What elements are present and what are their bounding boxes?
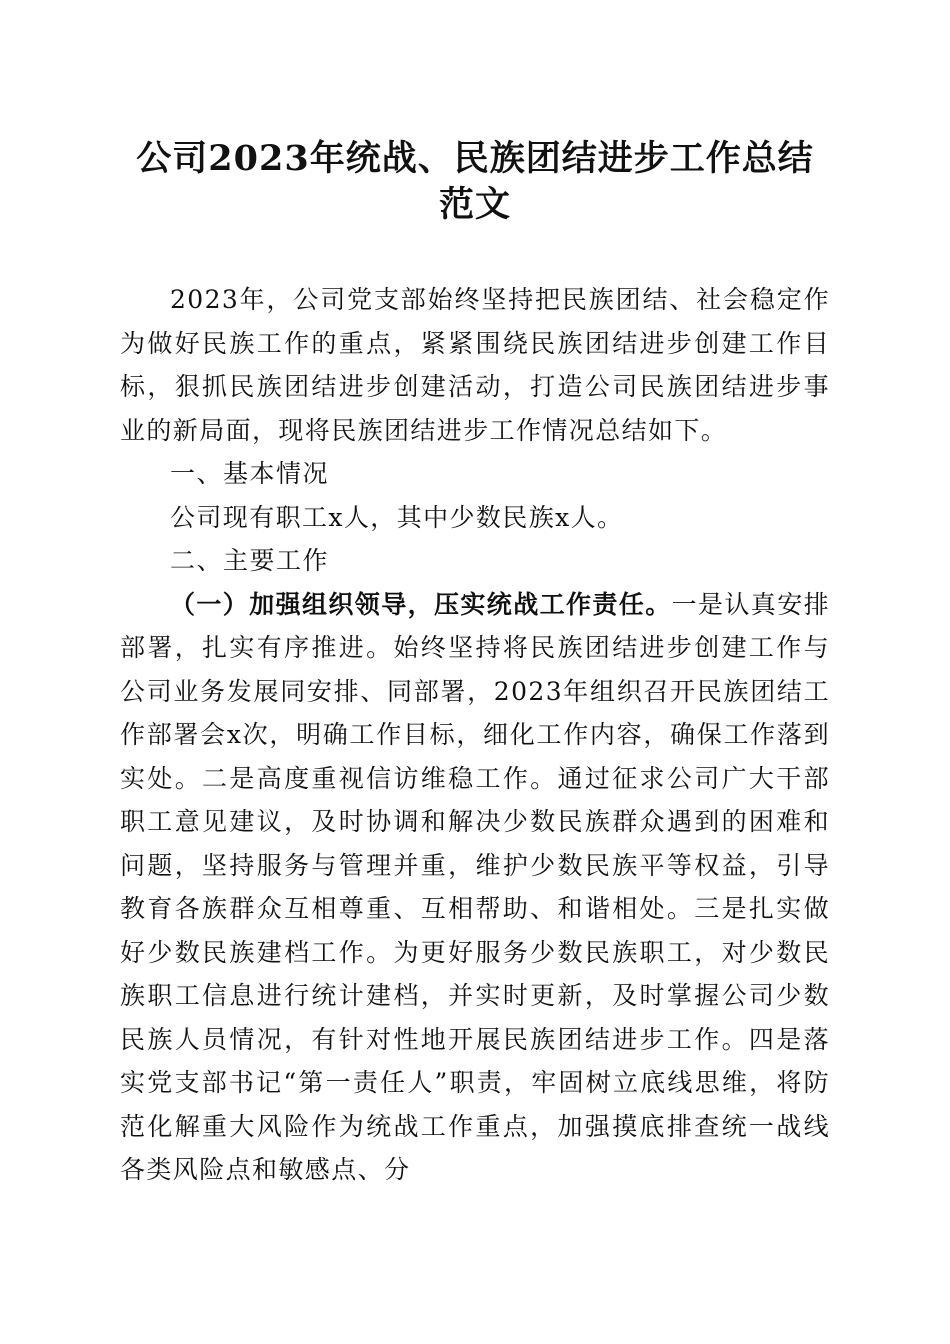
document-body [120,278,830,1192]
document-title: 公司2023年统战、民族团结进步工作总结范文 [136,138,814,225]
main-work-paragraph [120,583,830,1192]
section-heading-basic-situation: 一、基本情况 [170,459,330,488]
main-work-text: 一是认真安排部署，扎实有序推进。始终坚持将民族团结进步创建工作与公司业务发展同安排、同部署，2023年组织召开民族团结工作部署会x次，明确工作目标，细化工作内容，确保工作落到实处。二是高度重视信访维稳工作。通过征求公司广大干部职工意见建议，及时协调和解决少数民族群众遇到的困难和问题，坚持服务与管理并重，维护少数民族平等权益，引导教育各族群众互相尊重、互相帮助、和谐相处。三是扎实做好少数民族建档工作。为更好服务少数民族职工，对少数民族职工信息进行统计建档，并实时更新，及时掌握公司少数民族人员情况，有针对性地开展民族团结进步工作。四是落实党支部书记“第一责任人”职责，牢固树立底线思维，将防范化解重大风险作为统战工作重点，加强摸底排查统一战线各类风险点和敏感点、分 [120,589,831,1184]
subsection-heading-organization: （一）加强组织领导，压实统战工作责任。 [170,589,672,619]
intro-paragraph: 2023年，公司党支部始终坚持把民族团结、社会稳定作为做好民族工作的重点，紧紧围绕民族团结进步创建工作目标，狠抓民族团结进步创建活动，打造公司民族团结进步事业的新局面，现将民族团结进步工作情况总结如下。 [120,285,830,445]
basic-situation-paragraph: 公司现有职工x人，其中少数民族x人。 [170,502,624,532]
section-heading-main-work: 二、主要工作 [170,546,330,575]
